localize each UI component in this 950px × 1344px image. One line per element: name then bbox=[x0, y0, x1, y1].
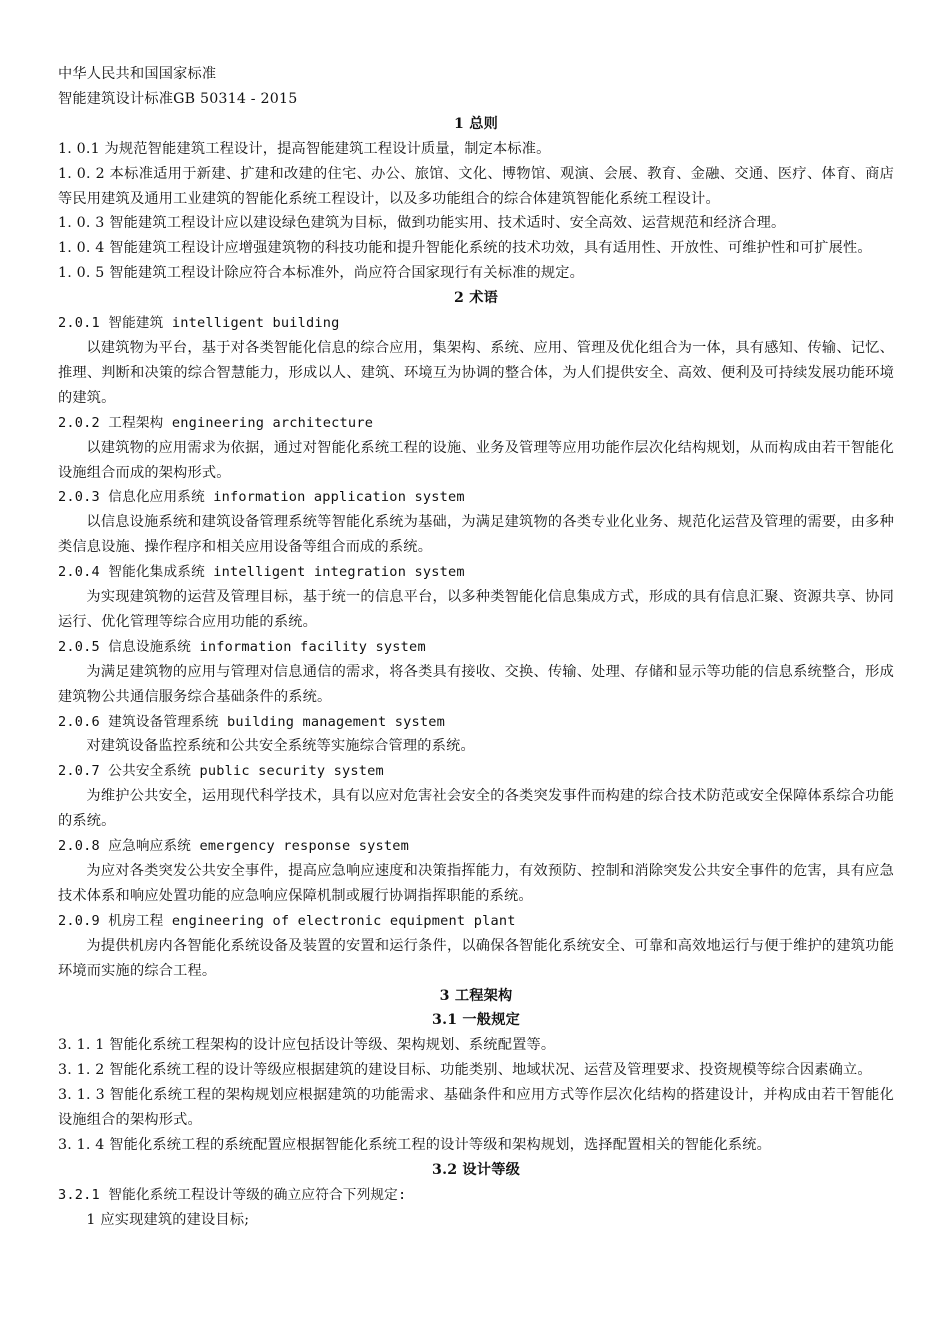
term-2-0-1-heading: 2.0.1 智能建筑 intelligent building bbox=[58, 315, 340, 332]
clause-1-0-5: 1. 0. 5 智能建筑工程设计除应符合本标准外，尚应符合国家现行有关标准的规定。 bbox=[58, 265, 585, 282]
term-2-0-2-heading: 2.0.2 工程架构 engineering architecture bbox=[58, 414, 374, 431]
term-2-0-1-definition: 以建筑物为平台，基于对各类智能化信息的综合应用，集架构、系统、应用、管理及优化组合为一体，具有感知、传输、记忆、推理、判断和决策的综合智慧能力，形成以人、建筑、环境互为协调的整合体，为人们提供安全、高效、便利及可持续发展功能环境的建筑。 bbox=[58, 339, 894, 406]
term-2-0-7-heading: 2.0.7 公共安全系统 public security system bbox=[58, 763, 384, 780]
standard-header-line1: 中华人民共和国国家标准 bbox=[58, 66, 217, 82]
chapter-2-title: 2 术语 bbox=[454, 290, 498, 307]
term-2-0-3-definition: 以信息设施系统和建筑设备管理系统等智能化系统为基础，为满足建筑物的各类专业化业务、规范化运营及管理的需要，由多种类信息设施、操作程序和相关应用设备等组合而成的系统。 bbox=[58, 514, 894, 556]
term-2-0-6-definition: 对建筑设备监控系统和公共安全系统等实施综合管理的系统。 bbox=[86, 738, 475, 755]
term-2-0-5-heading: 2.0.5 信息设施系统 information facility system bbox=[58, 638, 426, 655]
clause-1-0-1: 1. 0.1 为规范智能建筑工程设计，提高智能建筑工程设计质量，制定本标准。 bbox=[58, 140, 551, 157]
clause-3-2-1: 3.2.1 智能化系统工程设计等级的确立应符合下列规定: bbox=[58, 1186, 407, 1203]
term-2-0-4-definition: 为实现建筑物的运营及管理目标，基于统一的信息平台，以多种类智能化信息集成方式，形成的具有信息汇聚、资源共享、协同运行、优化管理等综合应用功能的系统。 bbox=[58, 589, 894, 630]
clause-3-1-3: 3. 1. 3 智能化系统工程的架构规划应根据建筑的功能需求、基础条件和应用方式等作层次化结构的搭建设计，并构成由若干智能化设施组合的架构形式。 bbox=[58, 1087, 894, 1129]
term-2-0-9-heading: 2.0.9 机房工程 engineering of electronic equipment plant bbox=[58, 912, 516, 929]
clause-3-1-1: 3. 1. 1 智能化系统工程架构的设计应包括设计等级、架构规划、系统配置等。 bbox=[58, 1037, 556, 1054]
chapter-1-title: 1 总则 bbox=[454, 115, 498, 132]
standard-header-line2: 智能建筑设计标准GB 50314 - 2015 bbox=[58, 90, 298, 107]
term-2-0-8-definition: 为应对各类突发公共安全事件，提高应急响应速度和决策指挥能力，有效预防、控制和消除突发公共安全事件的危害，具有应急技术体系和响应处置功能的应急响应保障机制或履行协调指挥职能的系统。 bbox=[58, 863, 894, 904]
clause-1-0-2: 1. 0. 2 本标准适用于新建、扩建和改建的住宅、办公、旅馆、文化、博物馆、观演、会展、教育、金融、交通、医疗、体育、商店等民用建筑及通用工业建筑的智能化系统工程设计，以及多功能组合的综合体建筑智能化系统工程设计。 bbox=[58, 165, 894, 207]
clause-3-2-1-item-1: 1 应实现建筑的建设目标; bbox=[86, 1211, 250, 1228]
clause-3-1-4: 3. 1. 4 智能化系统工程的系统配置应根据智能化系统工程的设计等级和架构规划，选择配置相关的智能化系统。 bbox=[58, 1136, 772, 1153]
term-2-0-8-heading: 2.0.8 应急响应系统 emergency response system bbox=[58, 838, 410, 855]
term-2-0-4-heading: 2.0.4 智能化集成系统 intelligent integration system bbox=[58, 564, 465, 581]
clause-3-1-2: 3. 1. 2 智能化系统工程的设计等级应根据建筑的建设目标、功能类别、地域状况、运营及管理要求、投资规模等综合因素确立。 bbox=[58, 1062, 872, 1079]
document-page bbox=[58, 62, 894, 1233]
term-2-0-2-definition: 以建筑物的应用需求为依据，通过对智能化系统工程的设施、业务及管理等应用功能作层次化结构规划，从而构成由若干智能化设施组合而成的架构形式。 bbox=[58, 439, 894, 481]
section-3-2-title: 3.2 设计等级 bbox=[432, 1161, 520, 1178]
clause-1-0-4: 1. 0. 4 智能建筑工程设计应增强建筑物的科技功能和提升智能化系统的技术功效，具有适用性、开放性、可维护性和可扩展性。 bbox=[58, 240, 872, 257]
term-2-0-3-heading: 2.0.3 信息化应用系统 information application system bbox=[58, 489, 465, 506]
term-2-0-9-definition: 为提供机房内各智能化系统设备及装置的安置和运行条件，以确保各智能化系统安全、可靠和高效地运行与便于维护的建筑功能环境而实施的综合工程。 bbox=[58, 937, 894, 979]
clause-1-0-3: 1. 0. 3 智能建筑工程设计应以建设绿色建筑为目标，做到功能实用、技术适时、安全高效、运营规范和经济合理。 bbox=[58, 215, 786, 232]
chapter-3-title: 3 工程架构 bbox=[439, 987, 513, 1004]
term-2-0-6-heading: 2.0.6 建筑设备管理系统 building management system bbox=[58, 713, 446, 730]
term-2-0-5-definition: 为满足建筑物的应用与管理对信息通信的需求，将各类具有接收、交换、传输、处理、存储和显示等功能的信息系统整合，形成建筑物公共通信服务综合基础条件的系统。 bbox=[58, 663, 894, 705]
term-2-0-7-definition: 为维护公共安全，运用现代科学技术，具有以应对危害社会安全的各类突发事件而构建的综合技术防范或安全保障体系综合功能的系统。 bbox=[58, 788, 894, 830]
section-3-1-title: 3.1 一般规定 bbox=[432, 1012, 520, 1029]
